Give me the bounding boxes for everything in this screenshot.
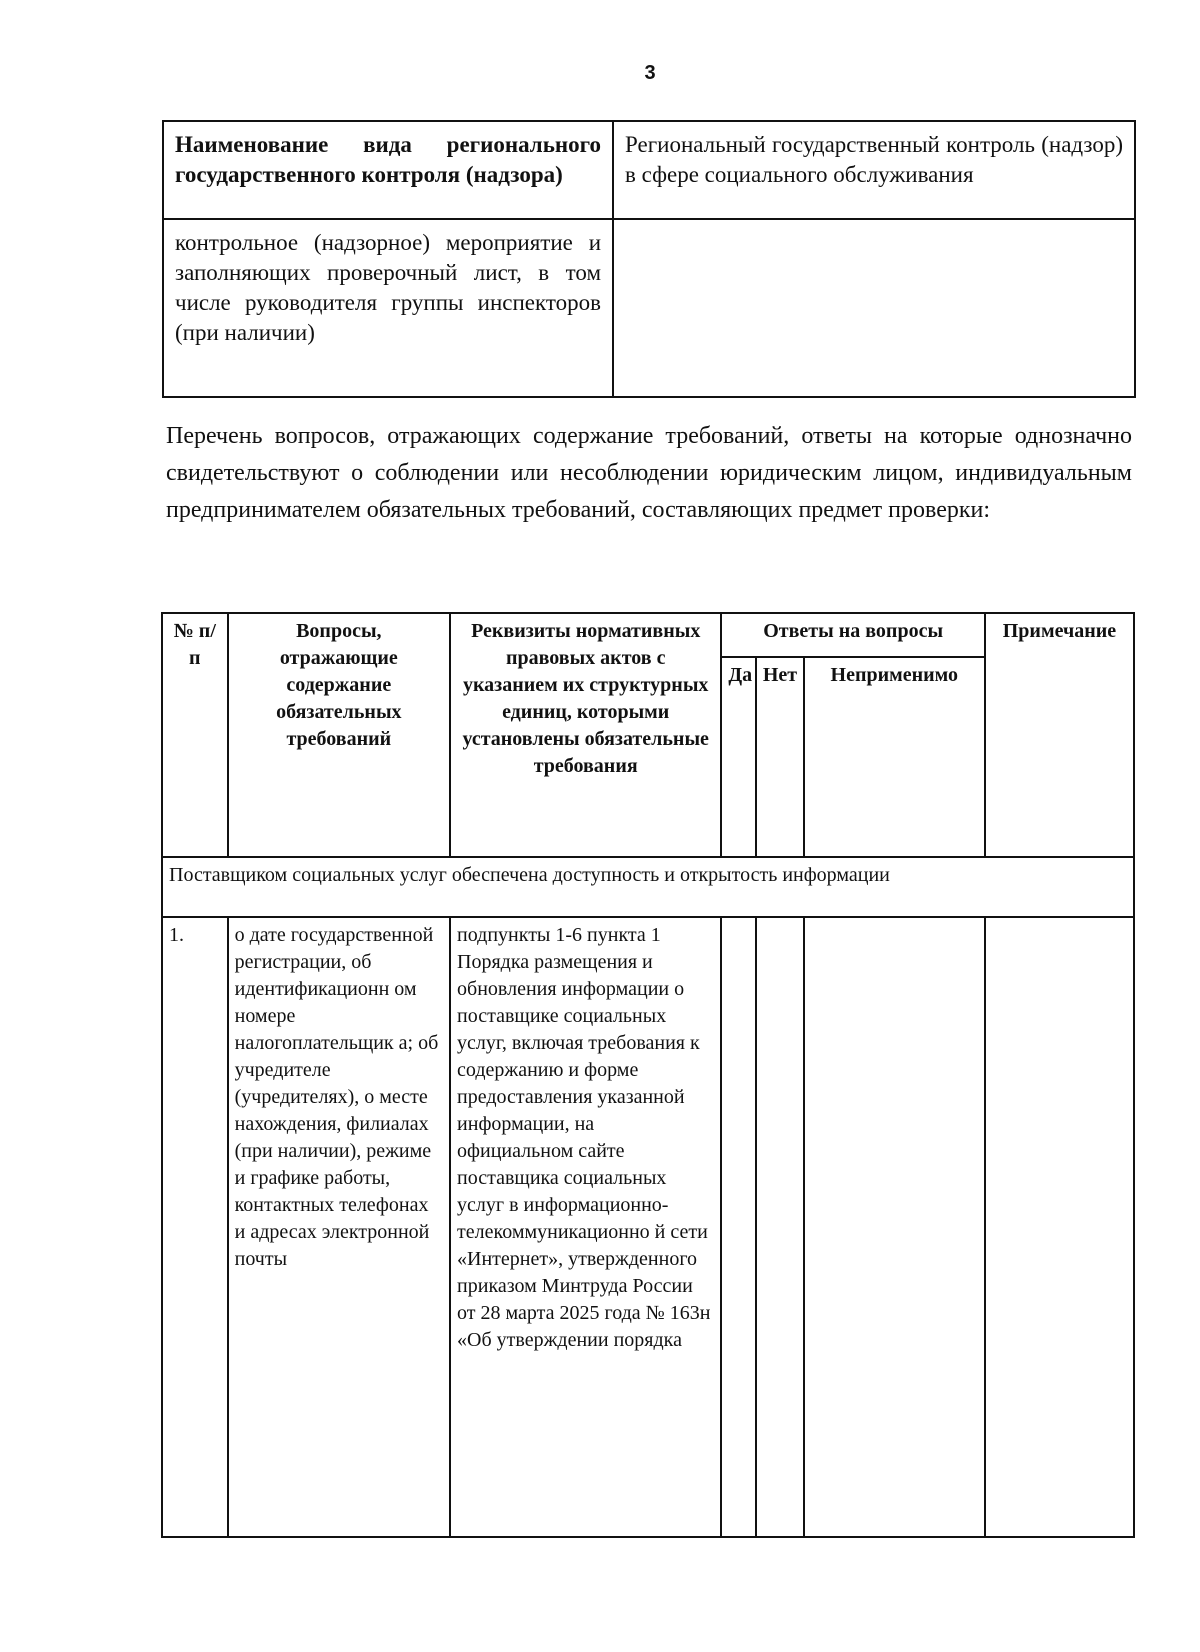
page-number: 3 [644,62,656,84]
checklist-header-row [162,613,1134,657]
header-not-applicable: Неприменимо [804,657,985,857]
row-requisites: подпункты 1-6 пункта 1 Порядка размещения и обновления информации о поставщике социальных услуг, включая требования к содержанию и форме предоставления указанной информации, на официальном сайте поставщика социальных услуг в информационно-телекоммуникационно й сети «Интернет», утвержденного приказом Минтруда России от 28 марта 2025 года № 163н «Об утверждении порядка [450,917,721,1537]
header-num: № п/п [162,613,228,857]
control-type-row [163,121,1135,219]
row-answer-no[interactable] [756,917,804,1537]
header-yes: Да [721,657,755,857]
section-row [162,857,1134,917]
row-number: 1. [162,917,228,1537]
header-requisites: Реквизиты нормативных правовых актов с указанием их структурных единиц, которыми установлены обязательные требования [450,613,721,857]
section-title: Поставщиком социальных услуг обеспечена доступность и открытость информации [162,857,1134,917]
row-answer-not-applicable[interactable] [804,917,985,1537]
checklist-table [161,612,1135,1538]
control-info-table [162,120,1136,398]
row-note[interactable] [985,917,1134,1537]
questions-intro-paragraph: Перечень вопросов, отражающих содержание требований, ответы на которые однозначно свидетельствуют о соблюдении или несоблюдении юридическим лицом, индивидуальным предпринимателем обязательных требований, составляющих предмет проверки: [166,423,1132,523]
header-note: Примечание [985,613,1134,857]
header-no: Нет [756,657,804,857]
row-question: о дате государственной регистрации, об идентификационн ом номере налогоплательщик а; об учредителе (учредителях), о месте нахождения, филиалах (при наличии), режиме и графике работы, контактных телефонах и адресах электронной почты [228,917,450,1537]
inspector-row [163,219,1135,397]
inspector-label: контрольное (надзорное) мероприятие и заполняющих проверочный лист, в том числе руководителя группы инспекторов (при наличии) [163,219,613,397]
control-type-label: Наименование вида регионального государственного контроля (надзора) [163,121,613,219]
header-questions: Вопросы, отражающие содержание обязательных требований [228,613,450,857]
inspector-value [613,219,1135,397]
row-answer-yes[interactable] [721,917,755,1537]
table-row [162,917,1134,1537]
control-type-value: Региональный государственный контроль (надзор) в сфере социального обслуживания [613,121,1135,219]
header-answers: Ответы на вопросы [721,613,985,657]
